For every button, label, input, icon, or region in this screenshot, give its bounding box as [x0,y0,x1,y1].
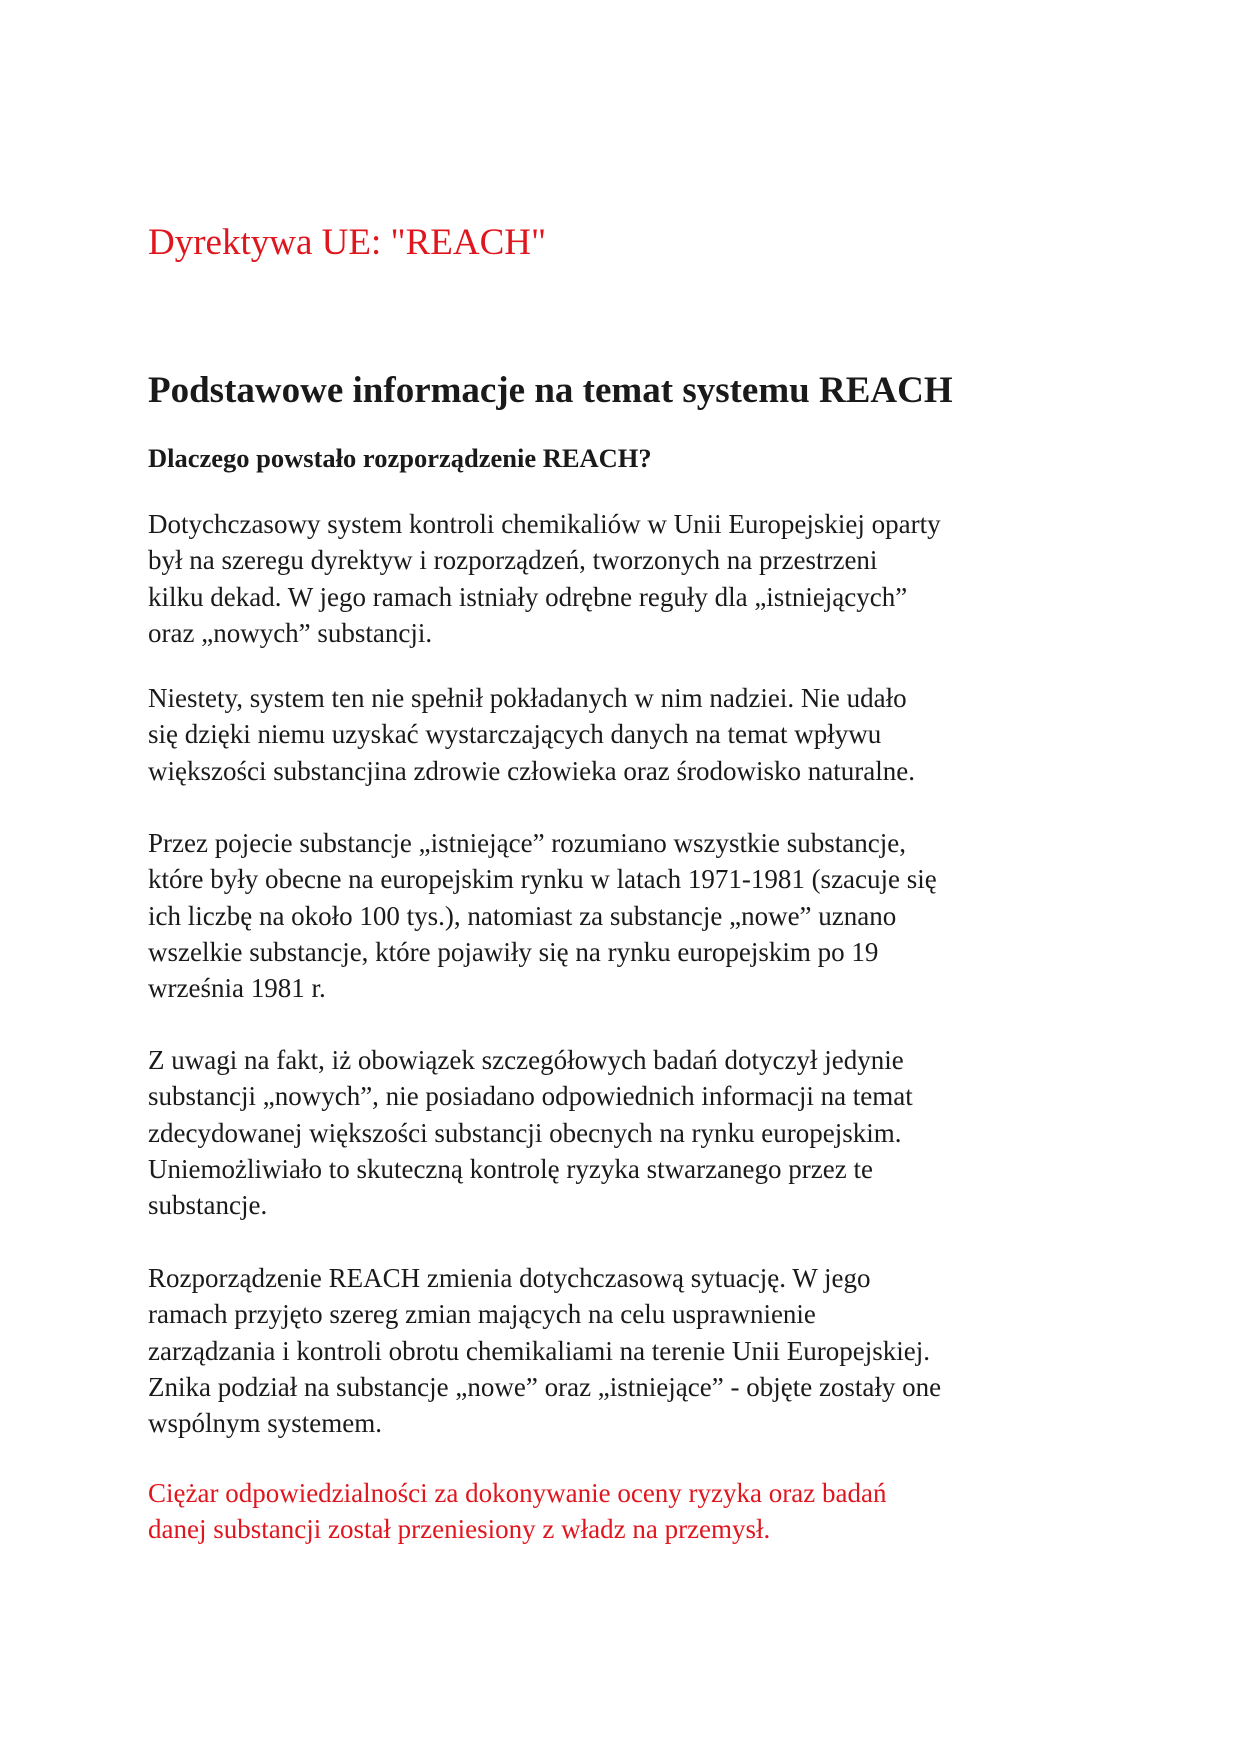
paragraph-2 [148,680,1108,789]
paragraph-line: Rozporządzenie REACH zmienia dotychczasową sytuację. W jego [148,1263,871,1293]
paragraph-1 [148,506,1108,651]
paragraph-line: substancje. [148,1190,268,1221]
paragraph-4 [148,1042,1108,1223]
paragraph-line: września 1981 r. [148,973,326,1004]
paragraph-line: wszelkie substancje, które pojawiły się na rynku europejskim po 19 [148,936,879,967]
paragraph-line: substancji „nowych”, nie posiadano odpowiednich informacji na temat [148,1081,913,1112]
section-heading: Podstawowe informacje na temat systemu REACH [148,370,953,411]
paragraph-line: kilku dekad. W jego ramach istniały odrębne reguły dla „istniejących” [148,581,908,612]
paragraph-line: Dotychczasowy system kontroli chemikaliów w Unii Europejskiej oparty [148,509,941,539]
section-subheading: Dlaczego powstało rozporządzenie REACH? [148,443,652,473]
paragraph-line: oraz „nowych” substancji. [148,617,433,648]
paragraph-line: Znika podział na substancje „nowe” oraz „istniejące” - objęte zostały one [148,1371,942,1402]
paragraph-line: ich liczbę na około 100 tys.), natomiast za substancje „nowe” uznano [148,900,897,931]
paragraph-line: danej substancji został przeniesiony z władz na przemysł. [148,1514,771,1545]
paragraph-line: był na szeregu dyrektyw i rozporządzeń, tworzonych na przestrzeni [148,545,878,576]
paragraph-3 [148,825,1108,1006]
paragraph-line: wspólnym systemem. [148,1408,382,1439]
paragraph-line: Uniemożliwiało to skuteczną kontrolę ryzyka stwarzanego przez te [148,1153,873,1184]
paragraph-line: które były obecne na europejskim rynku w latach 1971-1981 (szacuje się [148,864,937,895]
paragraph-highlight [148,1475,1108,1548]
paragraph-line: większości substancjina zdrowie człowieka oraz środowisko naturalne. [148,755,915,786]
paragraph-5 [148,1260,1108,1441]
paragraph-line: Z uwagi na fakt, iż obowiązek szczegółowych badań dotyczył jedynie [148,1045,904,1075]
paragraph-line: Przez pojecie substancje „istniejące” rozumiano wszystkie substancje, [148,828,906,858]
paragraph-line: się dzięki niemu uzyskać wystarczających danych na temat wpływu [148,719,882,750]
paragraph-line: zarządzania i kontroli obrotu chemikaliami na terenie Unii Europejskiej. [148,1335,930,1366]
paragraph-line: Ciężar odpowiedzialności za dokonywanie oceny ryzyka oraz badań [148,1478,887,1508]
paragraph-line: zdecydowanej większości substancji obecnych na rynku europejskim. [148,1117,902,1148]
paragraph-line: ramach przyjęto szereg zmian mających na celu usprawnienie [148,1299,816,1330]
paragraph-line: Niestety, system ten nie spełnił pokładanych w nim nadziei. Nie udało [148,683,907,713]
document-title: Dyrektywa UE: "REACH" [148,222,547,263]
